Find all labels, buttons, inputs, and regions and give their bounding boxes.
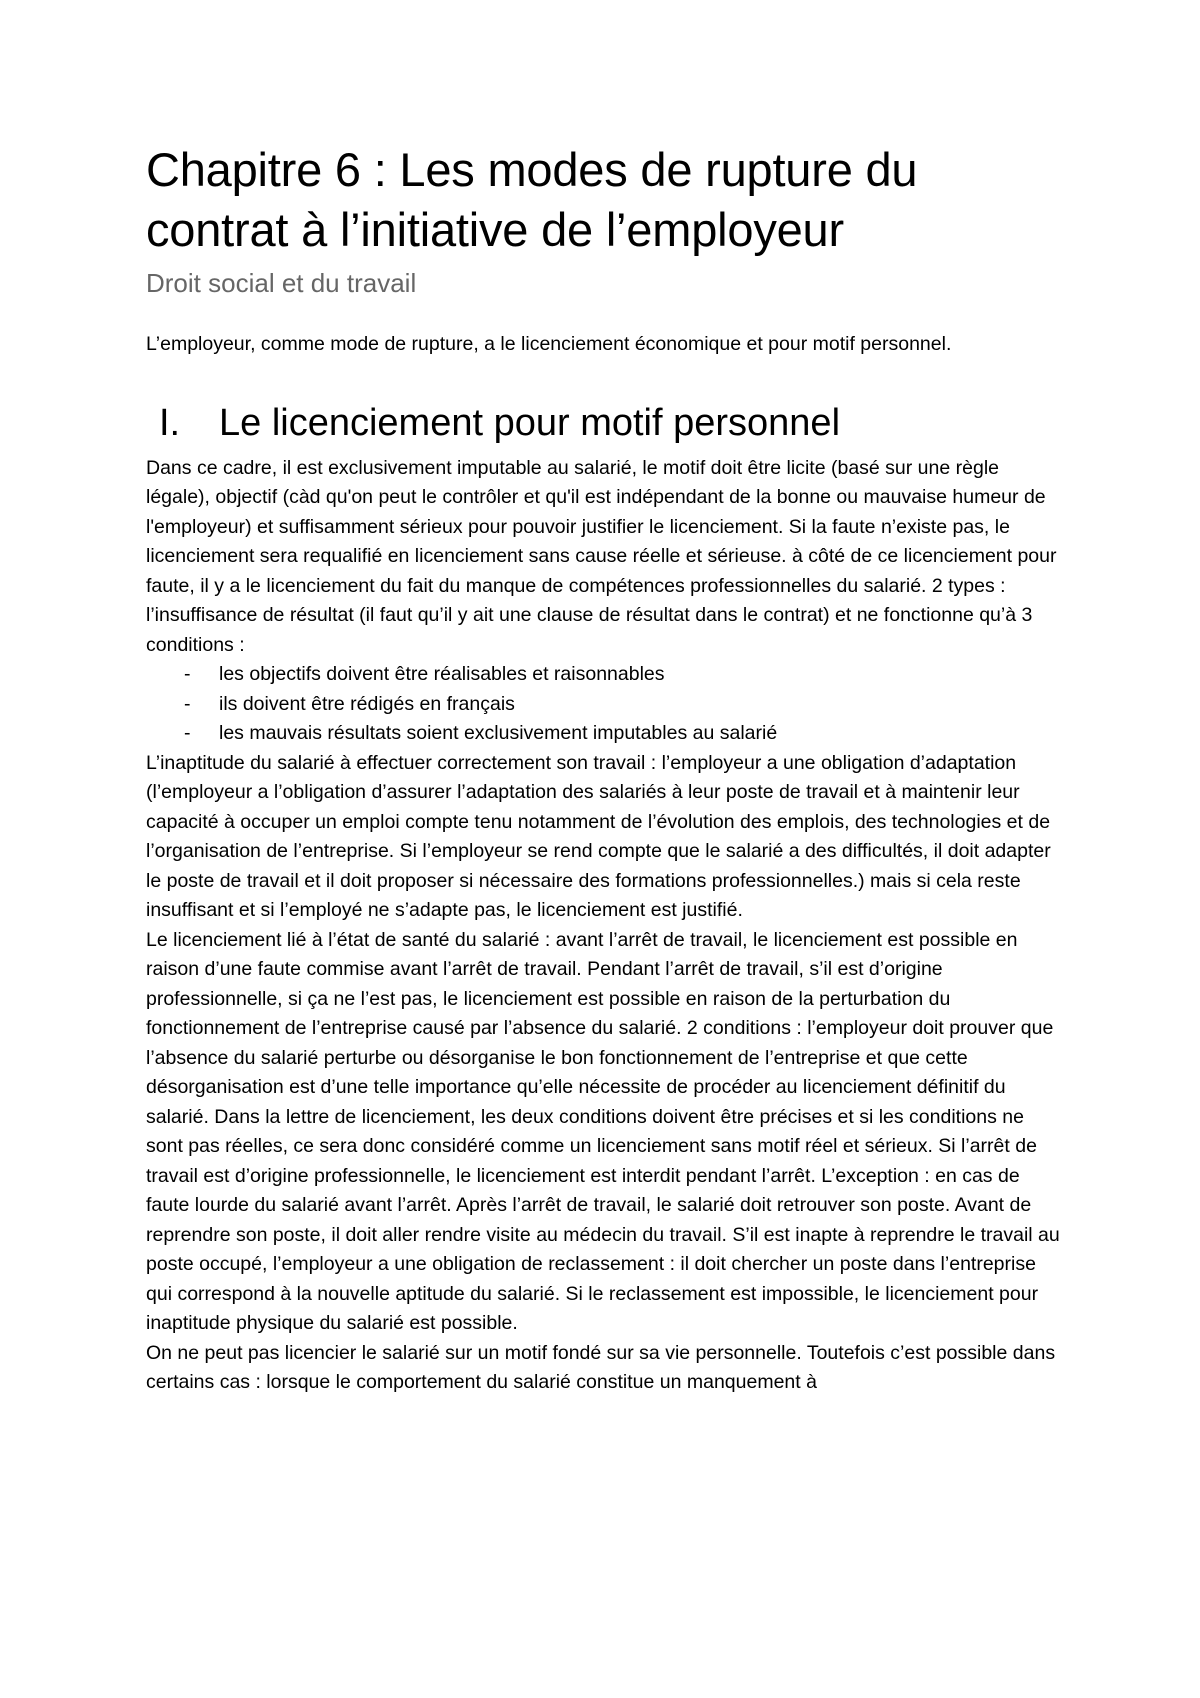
paragraph-5: On ne peut pas licencier le salarié sur un motif fondé sur sa vie personnelle. Toutefois c’est possible dans certains cas : lorsque le comportement du salarié constitue un manquement à <box>146 1341 1056 1393</box>
document-title <box>146 140 1066 260</box>
list-item <box>146 719 1066 749</box>
title-line-2: contrat à l’initiative de l’employeur <box>146 203 844 256</box>
section-title: Le licenciement pour motif personnel <box>219 401 841 444</box>
list-item-text: ils doivent être rédigés en français <box>219 692 515 715</box>
bullet-dash: - <box>184 663 191 685</box>
paragraph-2: l’insuffisance de résultat (il faut qu’il y ait une clause de résultat dans le contrat) et ne fonctionne qu’à 3 conditions : <box>146 604 1033 656</box>
section-heading <box>146 400 1066 446</box>
list-item-text: les objectifs doivent être réalisables et raisonnables <box>219 663 665 685</box>
section-body <box>146 454 1066 1398</box>
paragraph-3: L’inaptitude du salarié à effectuer correctement son travail : l’employeur a une obligation d’adaptation (l’employeur a l’obligation d’assurer l’adaptation des salariés à leur poste de travail et à maintenir leur capacité à occuper un emploi compte tenu notamment de l’évolution des emplois, des technologies et de l’organisation de l’entreprise. Si l’employeur se rend compte que le salarié a des difficultés, il doit adapter le poste de travail et il doit proposer si nécessaire des formations professionnelles.) mais si cela reste insuffisant et si l’employé ne s’adapte pas, le licenciement est justifié. <box>146 751 1051 921</box>
paragraph-4: Le licenciement lié à l’état de santé du salarié : avant l’arrêt de travail, le licenciement est possible en raison d’une faute commise avant l’arrêt de travail. Pendant l’arrêt de travail, s’il est d’origine professionnelle, si ça ne l’est pas, le licenciement est possible en raison de la perturbation du fonctionnement de l’entreprise causé par l’absence du salarié. 2 conditions : l’employeur doit prouver que l’absence du salarié perturbe ou désorganise le bon fonctionnement de l’entreprise et que cette désorganisation est d’une telle importance qu’elle nécessite de procéder au licenciement définitif du salarié. Dans la lettre de licenciement, les deux conditions doivent être précises et si les conditions ne sont pas réelles, ce sera donc considéré comme un licenciement sans motif réel et sérieux. Si l’arrêt de travail est d’origine professionnelle, le licenciement est interdit pendant l’arrêt. L’exception : en cas de faute lourde du salarié avant l’arrêt. Après l’arrêt de travail, le salarié doit retrouver son poste. Avant de reprendre son poste, il doit aller rendre visite au médecin du travail. S’il est inapte à reprendre le travail au poste occupé, l’employeur a une obligation de reclassement : il doit chercher un poste dans l’entreprise qui correspond à la nouvelle aptitude du salarié. Si le reclassement est impossible, le licenciement pour inaptitude physique du salarié est possible. <box>146 928 1060 1334</box>
list-item <box>146 660 1066 690</box>
document-subtitle: Droit social et du travail <box>146 268 417 298</box>
document-page <box>146 140 1066 1398</box>
bullet-dash: - <box>184 722 191 744</box>
title-line-1: Chapitre 6 : Les modes de rupture du <box>146 143 918 196</box>
bullet-dash: - <box>184 692 191 715</box>
conditions-list <box>146 660 1066 749</box>
list-item-text: les mauvais résultats soient exclusivement imputables au salarié <box>219 722 778 744</box>
section-number: I. <box>159 401 181 444</box>
list-item <box>146 690 1066 720</box>
intro-paragraph: L’employeur, comme mode de rupture, a le licenciement économique et pour motif personnel. <box>146 333 952 355</box>
paragraph-1: Dans ce cadre, il est exclusivement imputable au salarié, le motif doit être licite (basé sur une règle légale), objectif (càd qu'on peut le contrôler et qu'il est indépendant de la bonne ou mauvaise humeur de l'employeur) et suffisamment sérieux pour pouvoir justifier le licenciement. Si la faute n’existe pas, le licenciement sera requalifié en licenciement sans cause réelle et sérieuse. à côté de ce licenciement pour faute, il y a le licenciement du fait du manque de compétences professionnelles du salarié. 2 types : <box>146 456 1057 597</box>
